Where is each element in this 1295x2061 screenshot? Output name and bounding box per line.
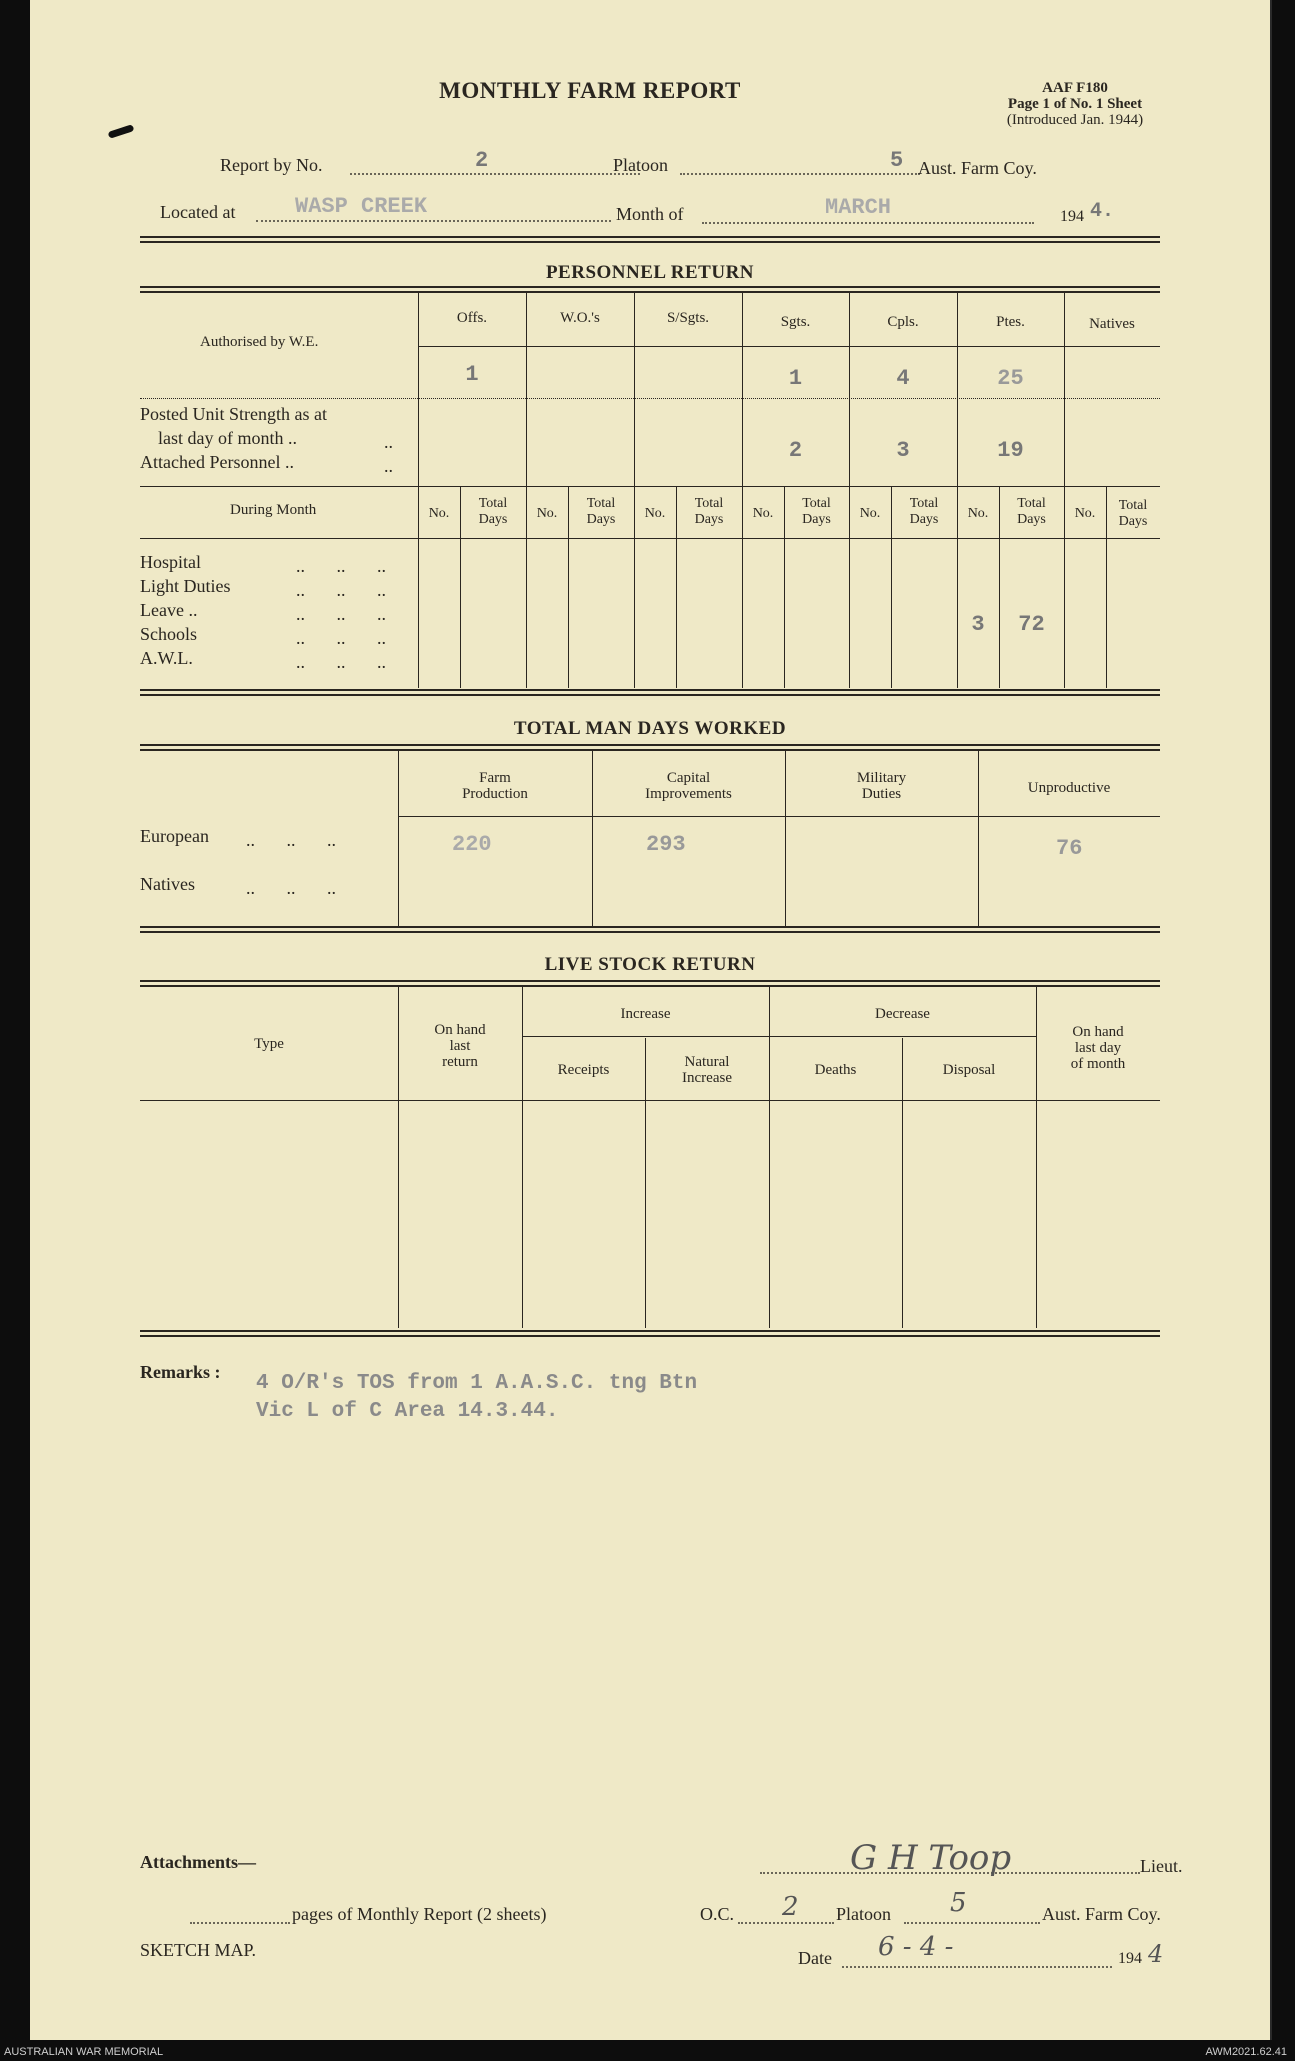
p-vline (849, 292, 850, 688)
posted-sgts: 2 (788, 438, 803, 463)
p-vline (634, 292, 635, 688)
month-value: MARCH (825, 195, 892, 220)
row-schools: Schools (140, 624, 198, 644)
livestock-top-rule (140, 980, 1160, 987)
ls-on-hand-month-end: On hand last day of month (1070, 1024, 1126, 1072)
personnel-bottom-rule (140, 689, 1160, 696)
european-label: European (140, 826, 209, 846)
ls-vline (769, 986, 770, 1328)
ls-vline (522, 986, 523, 1328)
row-dots: .. .. .. (296, 628, 386, 648)
report-by-value: 2 (475, 148, 489, 173)
ls-deaths: Deaths (814, 1062, 857, 1078)
col-ptes: Ptes. (996, 314, 1025, 330)
col-offs: Offs. (456, 310, 488, 326)
p-hline-dotted (140, 398, 1160, 399)
year-suffix: 4. (1090, 200, 1115, 223)
p-vline (1064, 292, 1065, 688)
personnel-title: PERSONNEL RETURN (545, 262, 755, 283)
leave-ptes-days: 72 (1018, 612, 1045, 637)
sub-total: Total Days (478, 496, 508, 527)
european-capital: 293 (646, 832, 686, 857)
col-natives: Natives (1089, 316, 1135, 332)
remarks-line-2: Vic L of C Area 14.3.44. (256, 1400, 559, 1423)
archive-right: AWM2021.62.41 (1205, 2046, 1287, 2058)
md-hline (398, 816, 1160, 817)
livestock-title: LIVE STOCK RETURN (544, 954, 756, 975)
sub-total: Total Days (909, 496, 939, 527)
introduced-note: (Introduced Jan. 1944) (1006, 112, 1144, 128)
posted-ptes: 19 (997, 438, 1024, 463)
attached-label: Attached Personnel .. (140, 452, 294, 472)
row-awl: A.W.L. (140, 648, 193, 668)
platoon-dots (680, 173, 920, 175)
sketch-map: SKETCH MAP. (140, 1940, 257, 1960)
ls-hline (522, 1036, 1036, 1037)
row-light-duties: Light Duties (140, 576, 231, 596)
col-cpls: Cpls. (887, 314, 919, 330)
ls-disposal: Disposal (942, 1062, 996, 1078)
date-dots (842, 1966, 1112, 1968)
footer-platoon-label: Platoon (836, 1904, 892, 1924)
report-by-dots (350, 173, 640, 175)
oc-label: O.C. (700, 1904, 735, 1924)
posted-cpls: 3 (896, 438, 910, 463)
sub-no: No. (644, 506, 666, 521)
european-unproductive: 76 (1056, 836, 1083, 861)
footer-platoon-dots (904, 1922, 1040, 1924)
lieut-label: Lieut. (1140, 1856, 1183, 1876)
oc-dots (738, 1922, 834, 1924)
sub-total: Total Days (694, 496, 724, 527)
located-label: Located at (160, 202, 236, 222)
sub-total: Total Days (1118, 498, 1148, 529)
rule-top (140, 236, 1160, 243)
ls-hline (140, 1100, 1160, 1101)
remarks-label: Remarks : (140, 1362, 221, 1382)
located-dots (256, 220, 611, 222)
oc-value: 2 (782, 1892, 799, 1922)
sub-no: No. (967, 506, 989, 521)
pages-dots (190, 1922, 290, 1924)
natives-label: Natives (140, 874, 195, 894)
livestock-bottom-rule (140, 1330, 1160, 1337)
auth-offs: 1 (465, 362, 479, 387)
col-ssgts: S/Sgts. (666, 310, 710, 326)
p-vline (526, 292, 527, 688)
p-hline (140, 538, 1160, 539)
posted-dots-1: .. (384, 432, 393, 452)
md-col-farm: Farm Production (462, 770, 528, 802)
col-wos: W.O.'s (560, 310, 600, 326)
located-value: WASP CREEK (295, 194, 428, 219)
date-label: Date (798, 1948, 832, 1968)
authorised-label: Authorised by W.E. (200, 334, 319, 350)
sub-no: No. (859, 506, 881, 521)
date-value: 6 - 4 - (878, 1932, 954, 1962)
md-col-unproductive: Unproductive (1027, 780, 1111, 796)
posted-dots-2: .. (384, 456, 393, 476)
ls-increase: Increase (620, 1006, 671, 1022)
during-month-label: During Month (230, 502, 317, 518)
footer-year-prefix: 194 (1118, 1950, 1142, 1967)
p-vline (742, 292, 743, 688)
sub-no: No. (536, 506, 558, 521)
report-sheet (30, 0, 1272, 2040)
posted-label-2: last day of month .. (158, 428, 297, 448)
auth-cpls: 4 (896, 366, 910, 391)
p-vline (418, 292, 419, 688)
year-prefix: 194 (1060, 208, 1084, 225)
p-hline (418, 346, 1160, 347)
sub-no: No. (752, 506, 774, 521)
man-days-bottom-rule (140, 926, 1160, 933)
pages-text: pages of Monthly Report (2 sheets) (292, 1904, 547, 1924)
row-dots: .. .. .. (296, 556, 386, 576)
archive-left: AUSTRALIAN WAR MEMORIAL (4, 2046, 164, 2058)
month-label: Month of (616, 204, 684, 224)
page-info: Page 1 of No. 1 Sheet (1007, 96, 1143, 112)
md-vline (978, 750, 979, 926)
european-dots: .. .. .. (246, 830, 336, 850)
posted-label-1: Posted Unit Strength as at (140, 404, 327, 424)
form-title: MONTHLY FARM REPORT (439, 78, 741, 103)
col-sgts: Sgts. (780, 314, 811, 330)
ls-type: Type (254, 1036, 284, 1052)
row-hospital: Hospital (140, 552, 201, 572)
row-dots: .. .. .. (296, 580, 386, 600)
european-farm: 220 (452, 832, 492, 857)
auth-sgts: 1 (788, 366, 803, 391)
sub-no: No. (1074, 506, 1096, 521)
report-by-label: Report by No. (220, 155, 323, 175)
sub-total: Total Days (586, 496, 616, 527)
md-col-capital: Capital Improvements (645, 770, 732, 802)
natives-dots: .. .. .. (246, 878, 336, 898)
man-days-title: TOTAL MAN DAYS WORKED (513, 718, 787, 739)
sub-total: Total Days (802, 496, 831, 527)
footer-coy: Aust. Farm Coy. (1042, 1904, 1161, 1924)
footer-platoon-value: 5 (950, 1888, 967, 1918)
p-hline (140, 486, 1160, 487)
form-code: AAF F180 (1042, 80, 1108, 96)
ink-mark (108, 124, 135, 139)
month-dots (702, 222, 1034, 224)
ls-receipts: Receipts (557, 1062, 610, 1078)
row-dots: .. .. .. (296, 604, 386, 624)
man-days-top-rule (140, 744, 1160, 751)
platoon-label: Platoon (613, 155, 669, 175)
ls-decrease: Decrease (875, 1006, 930, 1022)
coy-label: Aust. Farm Coy. (918, 158, 1037, 178)
platoon-value: 5 (890, 148, 904, 173)
row-leave: Leave .. (140, 600, 198, 620)
form-code-block (975, 80, 1175, 128)
remarks-line-1: 4 O/R's TOS from 1 A.A.S.C. tng Btn (256, 1372, 698, 1395)
ls-natural-increase: Natural Increase (682, 1054, 732, 1086)
signature: G H Toop (850, 1838, 1012, 1878)
row-dots: .. .. .. (296, 652, 386, 672)
sub-no: No. (428, 506, 450, 521)
auth-ptes: 25 (997, 366, 1024, 391)
leave-ptes-no: 3 (971, 612, 985, 637)
sub-total: Total Days (1017, 496, 1046, 527)
ls-on-hand-last-return: On hand last return (434, 1022, 486, 1070)
ls-vline (902, 1038, 903, 1328)
footer-year-suffix: 4 (1148, 1940, 1164, 1968)
attachments-label: Attachments— (140, 1852, 256, 1872)
personnel-top-rule (140, 286, 1160, 293)
md-col-military: Military Duties (856, 770, 907, 802)
